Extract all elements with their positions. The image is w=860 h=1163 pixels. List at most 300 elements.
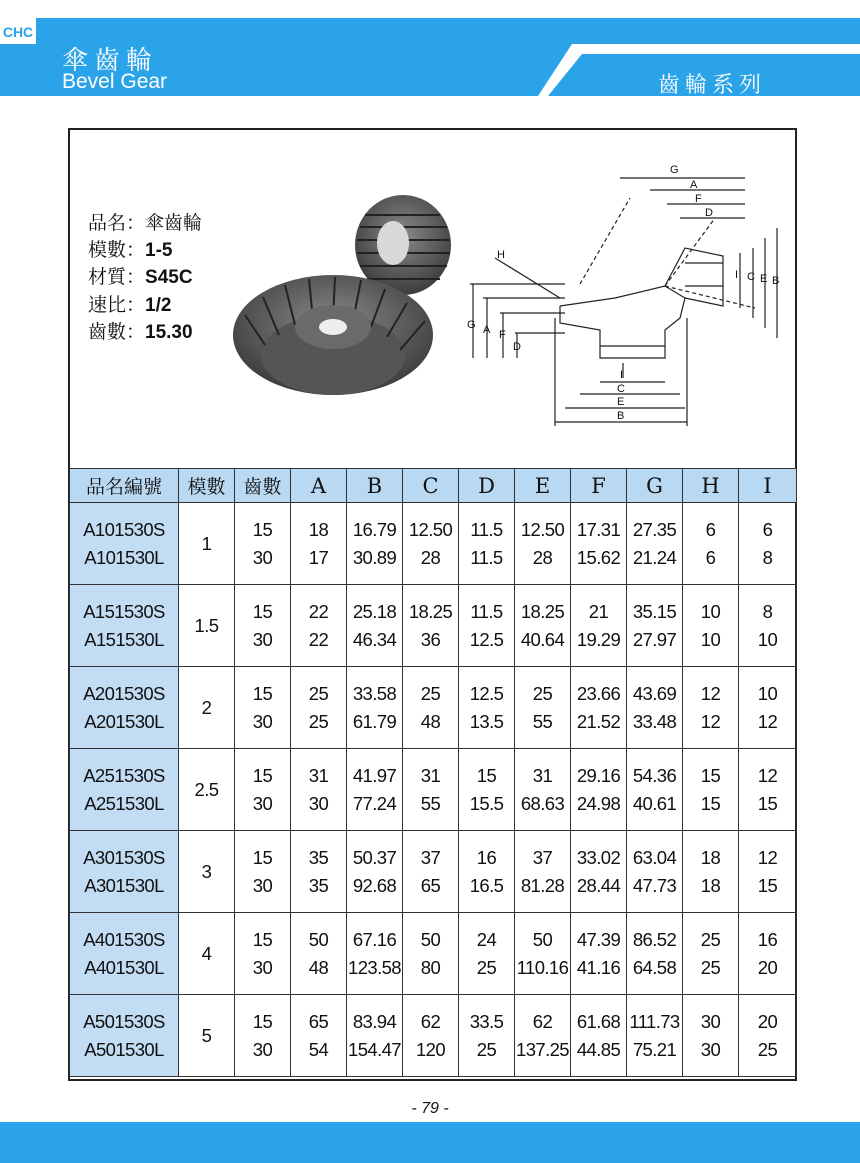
cell-value: 50 bbox=[420, 928, 441, 950]
cell-value: 50 bbox=[308, 928, 329, 950]
value-cell bbox=[515, 585, 571, 667]
value-cell bbox=[235, 831, 291, 913]
cell-value: 65 bbox=[308, 1010, 329, 1032]
spec-label: 品名： bbox=[88, 212, 146, 234]
value-cell bbox=[627, 995, 683, 1077]
column-header: E bbox=[515, 469, 571, 503]
model-cell bbox=[70, 995, 179, 1077]
cell-value: 15 bbox=[757, 874, 778, 896]
spec-label: 模數： bbox=[88, 238, 146, 261]
spec-row bbox=[88, 319, 202, 347]
cell-value: 25.18 bbox=[352, 600, 397, 622]
column-header: G bbox=[627, 469, 683, 503]
table-row bbox=[70, 831, 797, 913]
spec-value: 15.30 bbox=[145, 322, 193, 343]
spec-value: 傘齒輪 bbox=[145, 212, 203, 234]
value-cell bbox=[739, 585, 797, 667]
cell-value: 81.28 bbox=[520, 874, 565, 896]
value-cell bbox=[571, 749, 627, 831]
value-cell bbox=[291, 995, 347, 1077]
cell-value: 30 bbox=[252, 956, 273, 978]
column-header: 模數 bbox=[179, 469, 235, 503]
dim-label-a: A bbox=[690, 179, 698, 191]
cell-value: 64.58 bbox=[632, 956, 677, 978]
value-cell bbox=[459, 585, 515, 667]
value-cell bbox=[627, 749, 683, 831]
value-cell bbox=[683, 749, 739, 831]
model-code: A101530L bbox=[84, 546, 164, 568]
cell-value: 31 bbox=[532, 764, 553, 786]
value-cell bbox=[403, 995, 459, 1077]
cell-value: 37 bbox=[420, 846, 441, 868]
model-code: A251530S bbox=[83, 764, 165, 786]
cell-value: 30 bbox=[700, 1038, 721, 1060]
cell-value: 22 bbox=[308, 600, 329, 622]
cell-value: 63.04 bbox=[632, 846, 677, 868]
cell-value: 92.68 bbox=[352, 874, 397, 896]
table-row bbox=[70, 585, 797, 667]
cell-value: 48 bbox=[308, 956, 329, 978]
value-cell bbox=[291, 585, 347, 667]
model-code: A201530L bbox=[84, 710, 164, 732]
column-header: 品名編號 bbox=[70, 469, 179, 503]
value-cell bbox=[627, 667, 683, 749]
value-cell bbox=[739, 831, 797, 913]
value-cell bbox=[627, 585, 683, 667]
cell-value: 30 bbox=[308, 792, 329, 814]
column-header: B bbox=[347, 469, 403, 503]
cell-value: 30 bbox=[252, 546, 273, 568]
svg-text:CHC: CHC bbox=[2, 24, 34, 40]
cell-value: 110.16 bbox=[516, 956, 569, 978]
cell-value: 15.62 bbox=[576, 546, 621, 568]
spec-value: S45C bbox=[145, 267, 193, 288]
cell-value: 61.68 bbox=[576, 1010, 621, 1032]
cell-value: 25 bbox=[757, 1038, 778, 1060]
model-cell bbox=[70, 503, 179, 585]
cell-value: 21 bbox=[588, 600, 609, 622]
cell-value: 33.58 bbox=[352, 682, 397, 704]
spec-row bbox=[88, 210, 202, 237]
value-cell bbox=[291, 503, 347, 585]
cell-value: 16 bbox=[476, 846, 497, 868]
cell-value: 37 bbox=[532, 846, 553, 868]
value-cell bbox=[515, 749, 571, 831]
value-cell bbox=[235, 913, 291, 995]
value-cell bbox=[571, 913, 627, 995]
cell-value: 18.25 bbox=[520, 600, 565, 622]
module-cell: 5 bbox=[179, 995, 235, 1077]
dim-label-c: C bbox=[617, 383, 625, 395]
cell-value: 12.5 bbox=[469, 628, 504, 650]
module-cell: 1 bbox=[179, 503, 235, 585]
dim-label-g-left: G bbox=[467, 319, 476, 331]
value-cell bbox=[347, 503, 403, 585]
value-cell bbox=[459, 913, 515, 995]
cell-value: 25 bbox=[308, 710, 329, 732]
cell-value: 12 bbox=[757, 846, 778, 868]
model-cell bbox=[70, 831, 179, 913]
cell-value: 28 bbox=[420, 546, 441, 568]
value-cell bbox=[627, 503, 683, 585]
value-cell bbox=[291, 831, 347, 913]
cell-value: 50 bbox=[532, 928, 553, 950]
cell-value: 48 bbox=[420, 710, 441, 732]
cell-value: 111.73 bbox=[629, 1010, 680, 1032]
cell-value: 15 bbox=[700, 764, 721, 786]
column-header: D bbox=[459, 469, 515, 503]
cell-value: 30 bbox=[700, 1010, 721, 1032]
dim-label-d: D bbox=[705, 207, 713, 219]
dimension-table bbox=[69, 468, 797, 1077]
cell-value: 120 bbox=[415, 1038, 446, 1060]
cell-value: 16 bbox=[757, 928, 778, 950]
column-header: F bbox=[571, 469, 627, 503]
cell-value: 12.5 bbox=[469, 682, 504, 704]
dim-label-g: G bbox=[670, 164, 679, 176]
cell-value: 12.50 bbox=[520, 518, 565, 540]
cell-value: 27.35 bbox=[632, 518, 677, 540]
cell-value: 10 bbox=[757, 628, 778, 650]
cell-value: 75.21 bbox=[632, 1038, 677, 1060]
cell-value: 8 bbox=[762, 546, 773, 568]
cell-value: 12 bbox=[757, 764, 778, 786]
value-cell bbox=[627, 831, 683, 913]
value-cell bbox=[515, 831, 571, 913]
cell-value: 21.52 bbox=[576, 710, 621, 732]
page-header bbox=[0, 18, 860, 96]
value-cell bbox=[291, 667, 347, 749]
cell-value: 15 bbox=[252, 928, 273, 950]
spec-block bbox=[88, 210, 202, 347]
cell-value: 12 bbox=[700, 710, 721, 732]
cell-value: 23.66 bbox=[576, 682, 621, 704]
cell-value: 35 bbox=[308, 846, 329, 868]
model-cell bbox=[70, 667, 179, 749]
cell-value: 35.15 bbox=[632, 600, 677, 622]
module-cell: 4 bbox=[179, 913, 235, 995]
column-header: H bbox=[683, 469, 739, 503]
cell-value: 17.31 bbox=[576, 518, 621, 540]
module-cell: 3 bbox=[179, 831, 235, 913]
cell-value: 137.25 bbox=[516, 1038, 569, 1060]
model-code: A401530S bbox=[83, 928, 165, 950]
value-cell bbox=[627, 913, 683, 995]
cell-value: 80 bbox=[420, 956, 441, 978]
chc-logo-icon bbox=[0, 18, 36, 44]
value-cell bbox=[739, 749, 797, 831]
cell-value: 54.36 bbox=[632, 764, 677, 786]
cell-value: 12.50 bbox=[408, 518, 453, 540]
model-code: A301530L bbox=[84, 874, 164, 896]
spec-label: 材質： bbox=[88, 266, 146, 288]
value-cell bbox=[459, 749, 515, 831]
cell-value: 16.79 bbox=[352, 518, 397, 540]
cell-value: 27.97 bbox=[632, 628, 677, 650]
cell-value: 25 bbox=[308, 682, 329, 704]
dim-label-e-right: E bbox=[760, 273, 768, 285]
cell-value: 15 bbox=[252, 1010, 273, 1032]
model-code: A401530L bbox=[84, 956, 164, 978]
cell-value: 25 bbox=[700, 956, 721, 978]
column-header: I bbox=[739, 469, 797, 503]
cell-value: 15 bbox=[252, 682, 273, 704]
model-cell bbox=[70, 585, 179, 667]
cell-value: 15 bbox=[252, 764, 273, 786]
column-header: A bbox=[291, 469, 347, 503]
cell-value: 28 bbox=[532, 546, 553, 568]
column-header: 齒數 bbox=[235, 469, 291, 503]
page-number: - 79 - bbox=[411, 1100, 449, 1117]
value-cell bbox=[515, 995, 571, 1077]
cell-value: 123.58 bbox=[348, 956, 401, 978]
dim-label-i: I bbox=[620, 369, 624, 381]
value-cell bbox=[683, 667, 739, 749]
value-cell bbox=[291, 913, 347, 995]
spec-label: 速比： bbox=[88, 293, 146, 316]
table-row bbox=[70, 913, 797, 995]
cell-value: 43.69 bbox=[632, 682, 677, 704]
dim-label-f-left: F bbox=[499, 329, 506, 341]
cell-value: 10 bbox=[700, 628, 721, 650]
cell-value: 54 bbox=[308, 1038, 329, 1060]
cell-value: 33.5 bbox=[469, 1010, 504, 1032]
value-cell bbox=[739, 995, 797, 1077]
cell-value: 30 bbox=[252, 710, 273, 732]
spec-row bbox=[88, 292, 202, 320]
value-cell bbox=[459, 503, 515, 585]
cell-value: 25 bbox=[476, 956, 497, 978]
cell-value: 25 bbox=[532, 682, 553, 704]
cell-value: 10 bbox=[700, 600, 721, 622]
model-code: A251530L bbox=[84, 792, 164, 814]
cell-value: 20 bbox=[757, 956, 778, 978]
value-cell bbox=[571, 667, 627, 749]
value-cell bbox=[739, 667, 797, 749]
value-cell bbox=[571, 995, 627, 1077]
value-cell bbox=[347, 667, 403, 749]
cell-value: 83.94 bbox=[352, 1010, 397, 1032]
cell-value: 25 bbox=[420, 682, 441, 704]
value-cell bbox=[515, 667, 571, 749]
model-cell bbox=[70, 913, 179, 995]
header-series: 齒輪系列 bbox=[657, 73, 766, 98]
cell-value: 24.98 bbox=[576, 792, 621, 814]
dim-label-a-left: A bbox=[483, 324, 491, 336]
cell-value: 30 bbox=[252, 628, 273, 650]
cell-value: 33.02 bbox=[576, 846, 621, 868]
value-cell bbox=[347, 995, 403, 1077]
table-row bbox=[70, 667, 797, 749]
spec-value: 1/2 bbox=[145, 294, 172, 316]
footer-bar bbox=[0, 1122, 860, 1163]
model-cell bbox=[70, 749, 179, 831]
value-cell bbox=[571, 585, 627, 667]
cell-value: 12 bbox=[757, 710, 778, 732]
cell-value: 18.25 bbox=[408, 600, 453, 622]
cell-value: 40.64 bbox=[520, 628, 565, 650]
value-cell bbox=[347, 913, 403, 995]
value-cell bbox=[515, 913, 571, 995]
value-cell bbox=[235, 995, 291, 1077]
model-code: A201530S bbox=[83, 682, 165, 704]
dim-label-h: H bbox=[497, 249, 505, 261]
module-cell: 1.5 bbox=[179, 585, 235, 667]
value-cell bbox=[235, 585, 291, 667]
value-cell bbox=[683, 831, 739, 913]
cell-value: 21.24 bbox=[632, 546, 677, 568]
cell-value: 16.5 bbox=[469, 874, 504, 896]
cell-value: 50.37 bbox=[352, 846, 397, 868]
header-title-cn: 傘齒輪 bbox=[62, 46, 159, 76]
cell-value: 47.73 bbox=[632, 874, 677, 896]
cell-value: 11.5 bbox=[470, 600, 503, 622]
cell-value: 33.48 bbox=[632, 710, 677, 732]
cell-value: 11.5 bbox=[470, 518, 503, 540]
value-cell bbox=[459, 995, 515, 1077]
value-cell bbox=[403, 667, 459, 749]
cell-value: 47.39 bbox=[576, 928, 621, 950]
cell-value: 20 bbox=[757, 1010, 778, 1032]
value-cell bbox=[459, 667, 515, 749]
value-cell bbox=[347, 585, 403, 667]
value-cell bbox=[347, 831, 403, 913]
cell-value: 12 bbox=[700, 682, 721, 704]
spec-row bbox=[88, 237, 202, 265]
cell-value: 25 bbox=[476, 1038, 497, 1060]
value-cell bbox=[459, 831, 515, 913]
value-cell bbox=[235, 503, 291, 585]
dim-label-f: F bbox=[695, 193, 702, 205]
cell-value: 55 bbox=[420, 792, 441, 814]
dim-label-i-right: I bbox=[735, 269, 739, 281]
dim-label-b-right: B bbox=[772, 275, 780, 287]
value-cell bbox=[403, 831, 459, 913]
cell-value: 30 bbox=[252, 792, 273, 814]
table-row bbox=[70, 503, 797, 585]
cell-value: 30.89 bbox=[352, 546, 397, 568]
model-code: A101530S bbox=[83, 518, 165, 540]
model-code: A301530S bbox=[83, 846, 165, 868]
spec-value: 1-5 bbox=[145, 239, 173, 261]
cell-value: 41.97 bbox=[352, 764, 397, 786]
cell-value: 41.16 bbox=[576, 956, 621, 978]
cell-value: 77.24 bbox=[352, 792, 397, 814]
dim-label-d-left: D bbox=[513, 341, 521, 353]
cell-value: 29.16 bbox=[576, 764, 621, 786]
cell-value: 28.44 bbox=[576, 874, 621, 896]
cell-value: 15 bbox=[757, 792, 778, 814]
cell-value: 62 bbox=[532, 1010, 553, 1032]
cell-value: 61.79 bbox=[352, 710, 397, 732]
cell-value: 6 bbox=[762, 518, 773, 540]
value-cell bbox=[571, 831, 627, 913]
cell-value: 18 bbox=[700, 874, 721, 896]
value-cell bbox=[683, 503, 739, 585]
module-cell: 2.5 bbox=[179, 749, 235, 831]
cell-value: 44.85 bbox=[576, 1038, 621, 1060]
dim-label-c-right: C bbox=[747, 271, 755, 283]
cell-value: 25 bbox=[700, 928, 721, 950]
model-code: A501530S bbox=[83, 1010, 165, 1032]
cell-value: 18 bbox=[700, 846, 721, 868]
dimension-drawing bbox=[455, 158, 790, 433]
cell-value: 6 bbox=[705, 518, 716, 540]
value-cell bbox=[347, 749, 403, 831]
bevel-gear-photo bbox=[225, 185, 455, 410]
model-code: A501530L bbox=[84, 1038, 164, 1060]
cell-value: 8 bbox=[762, 600, 773, 622]
value-cell bbox=[739, 503, 797, 585]
cell-value: 30 bbox=[252, 874, 273, 896]
cell-value: 22 bbox=[308, 628, 329, 650]
cell-value: 62 bbox=[420, 1010, 441, 1032]
cell-value: 31 bbox=[420, 764, 441, 786]
cell-value: 15.5 bbox=[469, 792, 504, 814]
cell-value: 55 bbox=[532, 710, 553, 732]
cell-value: 30 bbox=[252, 1038, 273, 1060]
table-header-row bbox=[70, 469, 797, 503]
cell-value: 86.52 bbox=[632, 928, 677, 950]
cell-value: 154.47 bbox=[348, 1038, 401, 1060]
cell-value: 15 bbox=[476, 764, 497, 786]
cell-value: 24 bbox=[476, 928, 497, 950]
cell-value: 17 bbox=[308, 546, 329, 568]
value-cell bbox=[739, 913, 797, 995]
cell-value: 40.61 bbox=[632, 792, 677, 814]
cell-value: 18 bbox=[308, 518, 329, 540]
value-cell bbox=[403, 913, 459, 995]
cell-value: 11.5 bbox=[470, 546, 503, 568]
cell-value: 15 bbox=[252, 846, 273, 868]
dim-label-b: B bbox=[617, 410, 625, 422]
value-cell bbox=[403, 585, 459, 667]
value-cell bbox=[683, 585, 739, 667]
cell-value: 15 bbox=[700, 792, 721, 814]
table-row bbox=[70, 995, 797, 1077]
cell-value: 6 bbox=[705, 546, 716, 568]
model-code: A151530L bbox=[84, 628, 164, 650]
spec-label: 齒數： bbox=[88, 321, 146, 343]
cell-value: 19.29 bbox=[576, 628, 621, 650]
cell-value: 36 bbox=[420, 628, 441, 650]
value-cell bbox=[683, 995, 739, 1077]
value-cell bbox=[291, 749, 347, 831]
value-cell bbox=[235, 667, 291, 749]
cell-value: 68.63 bbox=[520, 792, 565, 814]
value-cell bbox=[515, 503, 571, 585]
cell-value: 13.5 bbox=[469, 710, 504, 732]
value-cell bbox=[683, 913, 739, 995]
cell-value: 65 bbox=[420, 874, 441, 896]
header-title-en: Bevel Gear bbox=[62, 70, 168, 93]
table-row bbox=[70, 749, 797, 831]
value-cell bbox=[403, 749, 459, 831]
value-cell bbox=[403, 503, 459, 585]
module-cell: 2 bbox=[179, 667, 235, 749]
column-header: C bbox=[403, 469, 459, 503]
model-code: A151530S bbox=[83, 600, 165, 622]
cell-value: 46.34 bbox=[352, 628, 397, 650]
value-cell bbox=[235, 749, 291, 831]
cell-value: 15 bbox=[252, 600, 273, 622]
cell-value: 15 bbox=[252, 518, 273, 540]
cell-value: 10 bbox=[757, 682, 778, 704]
cell-value: 35 bbox=[308, 874, 329, 896]
cell-value: 31 bbox=[308, 764, 329, 786]
value-cell bbox=[571, 503, 627, 585]
cell-value: 67.16 bbox=[352, 928, 397, 950]
